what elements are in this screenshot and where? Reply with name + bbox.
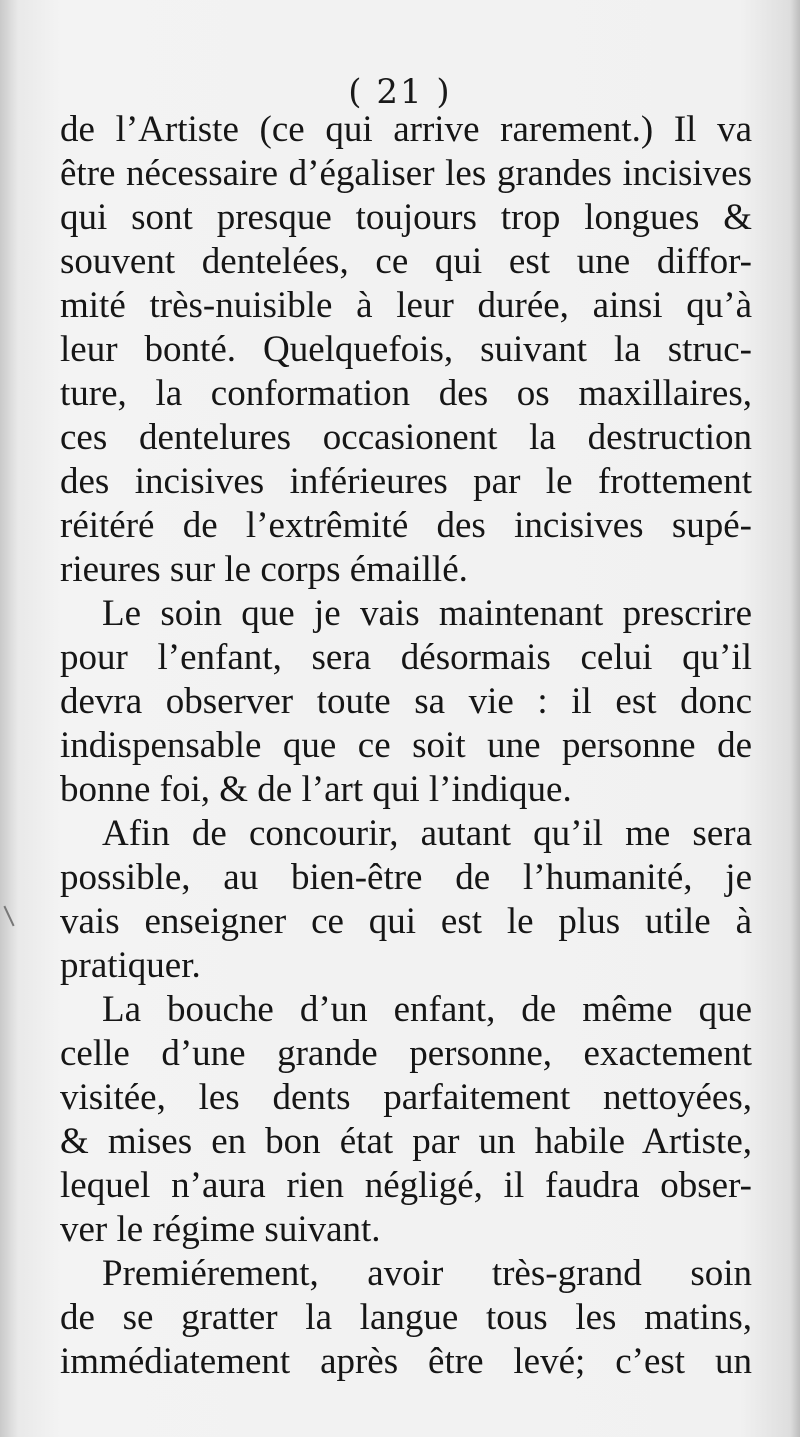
text-line: celle d’une grande personne, exactement bbox=[60, 1033, 752, 1074]
text-line: ture, la conformation des os maxillaires, bbox=[60, 373, 752, 414]
text-line: ces dentelures occasionent la destruction bbox=[60, 417, 752, 458]
text-line: & mises en bon état par un habile Artiste, bbox=[60, 1121, 752, 1162]
text-line: mité très-nuisible à leur durée, ainsi qu’à bbox=[60, 285, 752, 326]
text-line: rieures sur le corps émaillé. bbox=[60, 549, 468, 590]
text-line: pratiquer. bbox=[60, 945, 201, 986]
text-line: La bouche d’un enfant, de même que bbox=[102, 989, 752, 1030]
body-text bbox=[60, 108, 752, 1384]
text-line: immédiatement après être levé; c’est un bbox=[60, 1341, 752, 1382]
text-line: de se gratter la langue tous les matins, bbox=[60, 1297, 752, 1338]
text-line: être nécessaire d’égaliser les grandes incisives bbox=[60, 153, 752, 194]
text-line: Premiérement, avoir très-grand soin bbox=[102, 1253, 752, 1294]
text-line: réitéré de l’extrêmité des incisives supé- bbox=[60, 505, 752, 546]
text-line: souvent dentelées, ce qui est une diffor- bbox=[60, 241, 752, 282]
margin-mark bbox=[3, 906, 14, 927]
text-line: qui sont presque toujours trop longues & bbox=[60, 197, 752, 238]
text-line: leur bonté. Quelquefois, suivant la struc- bbox=[60, 329, 752, 370]
text-line: des incisives inférieures par le frottement bbox=[60, 461, 752, 502]
text-line: ver le régime suivant. bbox=[60, 1209, 381, 1250]
text-line: pour l’enfant, sera désormais celui qu’il bbox=[60, 637, 752, 678]
page-number: ( 21 ) bbox=[348, 72, 452, 112]
text-line: devra observer toute sa vie : il est donc bbox=[60, 681, 752, 722]
text-line: Afin de concourir, autant qu’il me sera bbox=[102, 813, 752, 854]
text-line: visitée, les dents parfaitement nettoyées, bbox=[60, 1077, 752, 1118]
text-line: bonne foi, & de l’art qui l’indique. bbox=[60, 769, 572, 810]
text-line: vais enseigner ce qui est le plus utile à bbox=[60, 901, 752, 942]
text-line: indispensable que ce soit une personne de bbox=[60, 725, 752, 766]
text-line: Le soin que je vais maintenant prescrire bbox=[102, 593, 752, 634]
text-line: de l’Artiste (ce qui arrive rarement.) Il va bbox=[60, 109, 752, 150]
text-line: lequel n’aura rien négligé, il faudra obser- bbox=[60, 1165, 752, 1206]
text-line: possible, au bien-être de l’humanité, je bbox=[60, 857, 752, 898]
